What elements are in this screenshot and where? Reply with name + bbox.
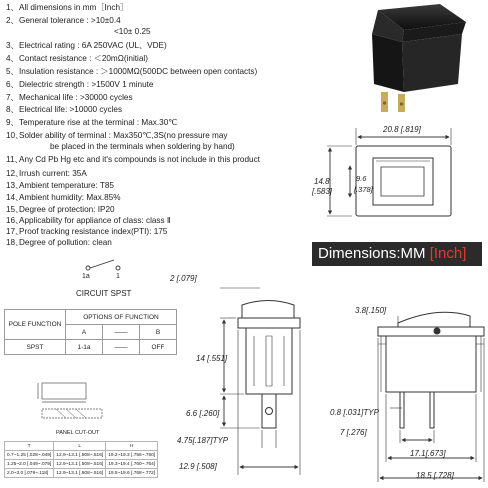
cutout-head-l: L — [54, 442, 106, 451]
spec-item: 11、Any Cd Pb Hg etc and it's compounds is not include in this product — [6, 155, 260, 164]
top-view-drawing — [327, 128, 451, 216]
dim-top-width: 20.8 [.819] — [383, 125, 421, 134]
cutout-cell: 19.2~19.3 [.756~.760] — [106, 451, 158, 460]
dim-front-width-2: 18.5 [.728] — [416, 471, 454, 480]
dim-side-top: 2 [.079] — [170, 274, 197, 283]
dim-side-height: 14 [.551] — [196, 354, 228, 363]
dim-side-terminal: 6.6 [.260] — [186, 409, 220, 418]
spec-item: 8、Electrical life: >10000 cycles — [6, 105, 123, 114]
spec-item: 17、Proof tracking resistance index(PTI): 175 — [6, 227, 168, 236]
cutout-cell: 12.9~13.1 [.508~.516] — [54, 451, 106, 460]
dim-inner-height: 9.6 — [356, 174, 367, 183]
spec-item: 7、Mechanical life : >30000 cycles — [6, 93, 133, 102]
dim-front-top: 3.8[.150] — [355, 306, 387, 315]
product-photo — [372, 4, 466, 112]
side-view-drawing — [220, 288, 300, 475]
spec-item: 2、General tolerance : >10±0.4 — [6, 16, 121, 25]
dim-side-pitch: 4.75[.187]TYP — [177, 436, 229, 445]
spec-item: 14、Ambient humidity: Max.85% — [6, 193, 121, 202]
spec-item: 3、Electrical rating : 6A 250VAC (UL、VDE) — [6, 41, 167, 50]
spec-item: 9、Temperature rise at the terminal : Max.30℃ — [6, 118, 178, 127]
cutout-cell: 12.9~13.1 [.508~.516] — [54, 469, 106, 478]
spec-item: 15、Degree of protection: IP20 — [6, 205, 115, 214]
spec-item: 13、Ambient temperature: T85 — [6, 181, 114, 190]
spec-item: 1、All dimensions in mm［Inch］ — [6, 3, 129, 12]
pole-function-header: POLE FUNCTION — [5, 310, 66, 340]
spec-item: 12、Irrush current: 35A — [6, 169, 87, 178]
dim-front-width-1: 17.1[.673] — [410, 449, 446, 458]
cutout-cell: 2.0~3.0 [.079~.118] — [5, 469, 54, 478]
col-a: A — [66, 325, 103, 340]
dim-top-height: 14.8 — [314, 177, 330, 186]
panel-cutout-sketch — [38, 383, 102, 418]
dim-side-width: 12.9 [.508] — [179, 462, 217, 471]
spec-item: 4、Contact resistance : ＜20mΩ(initial) — [6, 54, 148, 63]
circuit-symbol — [86, 260, 120, 270]
col-dash: —— — [103, 325, 140, 340]
dim-front-pitch: 7 [.276] — [340, 428, 367, 437]
dim-top-height-inch: [.583] — [312, 187, 333, 196]
cutout-cell: 1.25~2.0 [.049~.079] — [5, 460, 54, 469]
dim-inner-height-inch: [.378] — [354, 185, 373, 194]
spec-item: 18、Degree of pollution: clean — [6, 238, 112, 247]
val-dash: —— — [103, 340, 140, 355]
circuit-label: CIRCUIT SPST — [76, 289, 132, 298]
options-header: OPTIONS OF FUNCTION — [66, 310, 177, 325]
dimensions-banner: Dimensions:MM [Inch] — [312, 242, 482, 266]
dim-front-thickness: 0.8 [.031]TYP — [330, 408, 379, 417]
circuit-terminal-1: 1 — [116, 273, 120, 280]
val-b: OFF — [140, 340, 177, 355]
spec-item: 6、Dielectric strength : >1500V 1 minute — [6, 80, 154, 89]
spec-item: 5、Insulation resistance : ＞1000MΩ(500DC between open contacts) — [6, 67, 258, 76]
spec-item: be placed in the terminals when soldering by hand) — [50, 142, 235, 151]
val-a: 1-1a — [66, 340, 103, 355]
function-table — [4, 309, 177, 355]
cutout-cell: 12.9~13.1 [.508~.516] — [54, 460, 106, 469]
cutout-head-h: H — [106, 442, 158, 451]
panel-cutout-label: PANEL CUT-OUT — [56, 430, 100, 436]
spec-item: 10、Solder ability of terminal : Max350℃,3S(no pressure may — [6, 131, 228, 140]
cutout-cell: 0.7~1.25 [.028~.049] — [5, 451, 54, 460]
cutout-cell: 19.3~19.4 [.760~.764] — [106, 460, 158, 469]
spec-item: 16、Applicability for appliance of class: class Ⅱ — [6, 216, 171, 225]
cutout-head-t: T — [5, 442, 54, 451]
circuit-terminal-1a: 1a — [82, 273, 90, 280]
spec-item: <10± 0.25 — [114, 27, 151, 36]
row-spst: SPST — [5, 340, 66, 355]
cutout-cell: 19.5~19.6 [.768~.772] — [106, 469, 158, 478]
cutout-table — [4, 441, 158, 478]
col-b: B — [140, 325, 177, 340]
